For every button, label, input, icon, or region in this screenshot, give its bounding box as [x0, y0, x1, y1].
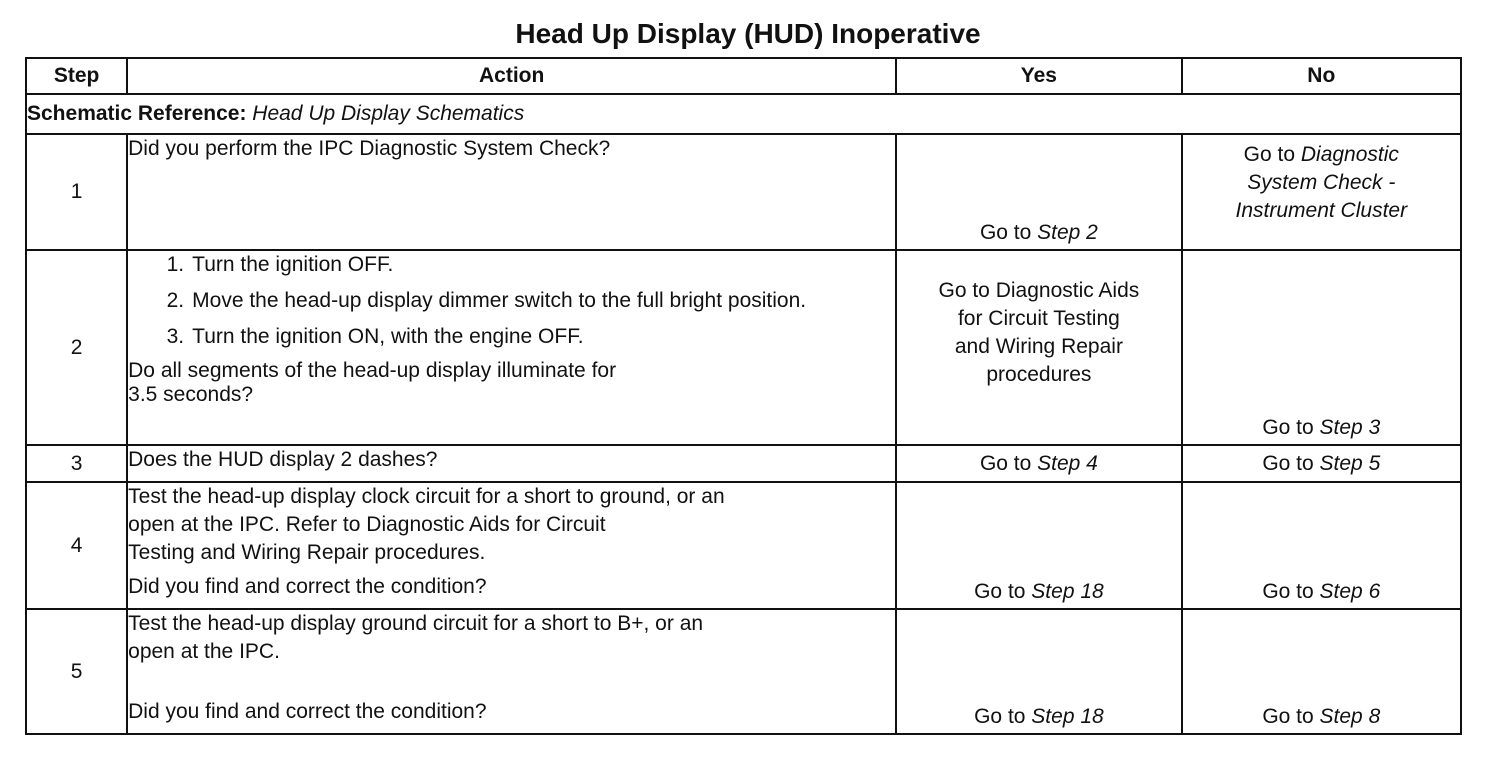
yes-cell: [896, 445, 1181, 482]
action-instruction: [128, 483, 895, 567]
action-question: [128, 359, 895, 407]
yes-link[interactable]: Step 18: [1031, 580, 1104, 603]
schematic-reference-label: Schematic Reference:: [27, 102, 247, 125]
list-item: [128, 323, 895, 351]
action-cell: [127, 250, 896, 445]
no-link[interactable]: Step 6: [1319, 580, 1381, 603]
no-cell: [1182, 250, 1461, 445]
no-prefix: Go to: [1243, 143, 1301, 166]
instruction-line1: Test the head-up display clock circuit for a short to ground, or an: [128, 485, 725, 508]
no-prefix: Go to: [1262, 451, 1320, 475]
step-number: 4: [26, 482, 127, 609]
yes-line2[interactable]: for Circuit Testing: [957, 307, 1120, 330]
procedure-list: [128, 251, 895, 351]
diagnostic-table: [25, 57, 1462, 735]
instruction-line3: Testing and Wiring Repair procedures.: [128, 541, 486, 564]
list-item-text: Move the head-up display dimmer switch to the full bright position.: [192, 289, 807, 312]
no-prefix: Go to: [1262, 580, 1320, 603]
action-cell: [127, 482, 896, 609]
action-question-line2: 3.5 seconds?: [128, 383, 254, 406]
yes-line3[interactable]: and Wiring Repair: [954, 335, 1123, 358]
yes-link[interactable]: Step 2: [1037, 221, 1098, 244]
table-row: [26, 445, 1461, 482]
no-cell: [1182, 445, 1461, 482]
step-number: 3: [26, 445, 127, 482]
no-prefix: Go to: [1262, 705, 1320, 728]
spacer: [128, 666, 895, 698]
yes-link[interactable]: Step 4: [1037, 451, 1098, 475]
list-item: [128, 287, 895, 315]
yes-line4[interactable]: procedures: [986, 363, 1092, 386]
schematic-reference-link[interactable]: Head Up Display Schematics: [252, 102, 525, 125]
list-item: [128, 251, 895, 279]
yes-line1[interactable]: Go to Diagnostic Aids: [938, 279, 1140, 302]
header-yes: Yes: [896, 58, 1181, 94]
schematic-reference: [26, 94, 1461, 134]
yes-prefix: Go to: [974, 705, 1032, 728]
step-number: 1: [26, 134, 127, 250]
list-item-number: 1.: [166, 253, 185, 276]
action-question: Does the HUD display 2 dashes?: [128, 448, 438, 471]
header-no: No: [1182, 58, 1461, 94]
header-action: Action: [127, 58, 896, 94]
step-number: 2: [26, 250, 127, 445]
yes-prefix: Go to: [974, 580, 1032, 603]
yes-cell: [896, 482, 1181, 609]
no-link[interactable]: Step 5: [1319, 451, 1381, 475]
table-header-row: [26, 58, 1461, 94]
page-title: Head Up Display (HUD) Inoperative: [515, 18, 981, 49]
no-link[interactable]: Step 3: [1319, 416, 1381, 439]
yes-prefix: Go to: [979, 451, 1038, 475]
instruction-line2: open at the IPC.: [128, 640, 280, 663]
step-number: 5: [26, 609, 127, 734]
table-row: [26, 250, 1461, 445]
list-item-number: 3.: [166, 325, 185, 348]
action-instruction: [128, 610, 895, 666]
no-cell: [1182, 482, 1461, 609]
no-cell: [1182, 609, 1461, 734]
no-link-line3[interactable]: Instrument Cluster: [1235, 199, 1408, 222]
list-item-text: Turn the ignition ON, with the engine OFF.: [192, 325, 584, 348]
action-cell: [127, 445, 896, 482]
action-question-line1: Do all segments of the head-up display illuminate for: [128, 359, 617, 382]
yes-cell: [896, 134, 1181, 250]
yes-cell: [896, 609, 1181, 734]
action-question: Did you find and correct the condition?: [128, 700, 487, 723]
action-question: Did you find and correct the condition?: [128, 575, 487, 598]
action-cell: [127, 134, 896, 250]
action-question: Did you perform the IPC Diagnostic System Check?: [128, 137, 611, 160]
no-link[interactable]: Step 8: [1319, 705, 1381, 728]
list-item-number: 2.: [166, 289, 185, 312]
yes-link[interactable]: Step 18: [1031, 705, 1104, 728]
no-prefix: Go to: [1262, 416, 1320, 439]
schematic-reference-row: [26, 94, 1461, 134]
yes-cell: [896, 250, 1181, 445]
no-link[interactable]: Diagnostic: [1300, 143, 1399, 166]
table-row: [26, 134, 1461, 250]
instruction-line1: Test the head-up display ground circuit for a short to B+, or an: [128, 612, 704, 635]
no-cell: [1182, 134, 1461, 250]
action-cell: [127, 609, 896, 734]
list-item-text: Turn the ignition OFF.: [192, 253, 394, 276]
instruction-line2: open at the IPC. Refer to Diagnostic Aids for Circuit: [128, 513, 606, 536]
table-row: [26, 482, 1461, 609]
yes-prefix: Go to: [979, 221, 1038, 244]
table-row: [26, 609, 1461, 734]
header-step: Step: [26, 58, 127, 94]
no-link-line2[interactable]: System Check -: [1247, 171, 1396, 194]
